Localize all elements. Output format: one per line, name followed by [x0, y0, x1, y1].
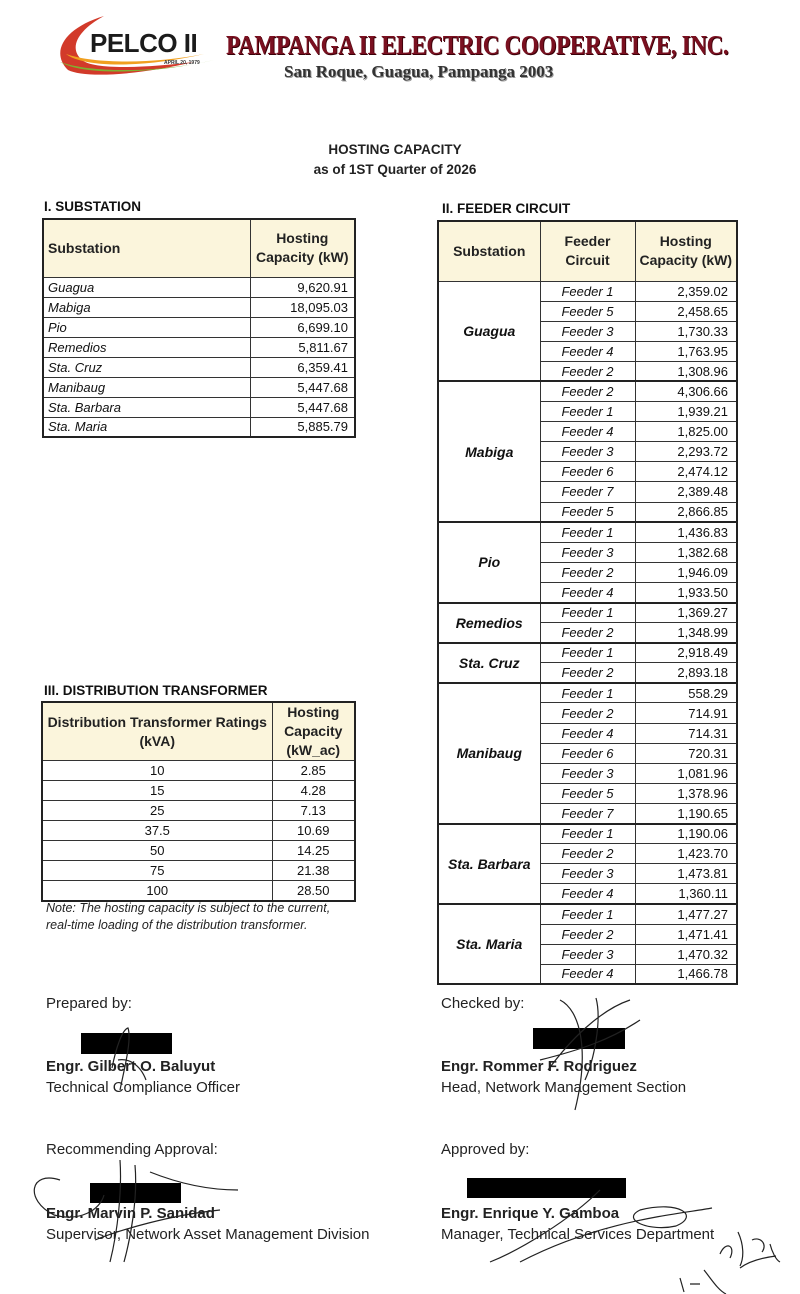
hosting-capacity-cell: 2,458.65 [635, 301, 737, 321]
substation-name-cell: Guagua [43, 277, 250, 297]
substation-name-cell: Guagua [438, 281, 540, 381]
hosting-capacity-cell: 1,423.70 [635, 844, 737, 864]
hosting-capacity-cell: 1,933.50 [635, 582, 737, 602]
transformer-note: Note: The hosting capacity is subject to the current, real-time loading of the distribution transformer. [46, 901, 331, 932]
hosting-capacity-cell: 2,359.02 [635, 281, 737, 301]
section-title-substation: I. SUBSTATION [44, 199, 141, 214]
section-title-feeder: II. FEEDER CIRCUIT [442, 201, 571, 216]
hosting-capacity-cell: 10.69 [272, 821, 355, 841]
column-header: Hosting Capacity (kW) [635, 221, 737, 281]
hosting-capacity-cell: 1,730.33 [635, 321, 737, 341]
hosting-capacity-cell: 1,436.83 [635, 522, 737, 542]
hosting-capacity-cell: 1,308.96 [635, 361, 737, 381]
hosting-capacity-cell: 1,471.41 [635, 924, 737, 944]
hosting-capacity-cell: 1,081.96 [635, 763, 737, 783]
transformer-rating-cell: 100 [42, 881, 272, 901]
transformer-rating-cell: 75 [42, 861, 272, 881]
transformer-rating-cell: 15 [42, 781, 272, 801]
feeder-circuit-cell: Feeder 4 [540, 582, 635, 602]
checked-by-position: Head, Network Management Section [441, 1079, 687, 1096]
transformer-rating-cell: 50 [42, 841, 272, 861]
transformer-rating-cell: 37.5 [42, 821, 272, 841]
hosting-capacity-cell: 2,293.72 [635, 442, 737, 462]
feeder-circuit-cell: Feeder 2 [540, 924, 635, 944]
feeder-circuit-cell: Feeder 3 [540, 944, 635, 964]
hosting-capacity-cell: 1,190.65 [635, 803, 737, 823]
document-subtitle: as of 1ST Quarter of 2026 [313, 162, 477, 177]
hosting-capacity-cell: 5,811.67 [250, 337, 355, 357]
transformer-rating-cell: 10 [42, 761, 272, 781]
hosting-capacity-cell: 2.85 [272, 761, 355, 781]
cooperative-name: PAMPANGA II ELECTRIC COOPERATIVE, INC. [226, 30, 729, 60]
prepared-by-name: Engr. Gilbert O. Baluyut [46, 1058, 216, 1075]
approved-by-name: Engr. Enrique Y. Gamboa [441, 1205, 620, 1222]
feeder-circuit-cell: Feeder 1 [540, 683, 635, 703]
hosting-capacity-cell: 1,190.06 [635, 824, 737, 844]
hosting-capacity-cell: 714.91 [635, 703, 737, 723]
hosting-capacity-cell: 5,447.68 [250, 397, 355, 417]
feeder-circuit-cell: Feeder 1 [540, 522, 635, 542]
hosting-capacity-cell: 9,620.91 [250, 277, 355, 297]
hosting-capacity-cell: 1,470.32 [635, 944, 737, 964]
substation-name-cell: Remedios [43, 337, 250, 357]
substation-name-cell: Sta. Cruz [43, 357, 250, 377]
hosting-capacity-cell: 1,939.21 [635, 402, 737, 422]
hosting-capacity-cell: 14.25 [272, 841, 355, 861]
hosting-capacity-cell: 2,389.48 [635, 482, 737, 502]
hosting-capacity-cell: 5,885.79 [250, 417, 355, 437]
transformer-rating-cell: 25 [42, 801, 272, 821]
hosting-capacity-cell: 18,095.03 [250, 297, 355, 317]
feeder-circuit-cell: Feeder 3 [540, 542, 635, 562]
hosting-capacity-cell: 1,825.00 [635, 422, 737, 442]
hosting-capacity-cell: 6,359.41 [250, 357, 355, 377]
feeder-circuit-cell: Feeder 3 [540, 864, 635, 884]
hosting-capacity-cell: 720.31 [635, 743, 737, 763]
substation-name-cell: Sta. Maria [438, 904, 540, 984]
hosting-capacity-cell: 714.31 [635, 723, 737, 743]
hosting-capacity-cell: 21.38 [272, 861, 355, 881]
substation-name-cell: Sta. Cruz [438, 643, 540, 683]
column-header: Substation [43, 219, 250, 277]
feeder-circuit-cell: Feeder 3 [540, 442, 635, 462]
feeder-circuit-cell: Feeder 6 [540, 462, 635, 482]
feeder-circuit-cell: Feeder 4 [540, 964, 635, 984]
feeder-circuit-cell: Feeder 4 [540, 422, 635, 442]
substation-name-cell: Mabiga [438, 381, 540, 522]
feeder-circuit-cell: Feeder 2 [540, 663, 635, 683]
feeder-circuit-cell: Feeder 2 [540, 844, 635, 864]
hosting-capacity-cell: 2,474.12 [635, 462, 737, 482]
hosting-capacity-cell: 1,378.96 [635, 783, 737, 803]
recommending-approval-label: Recommending Approval: [46, 1141, 218, 1158]
prepared-by-position: Technical Compliance Officer [46, 1079, 240, 1096]
hosting-capacity-cell: 1,382.68 [635, 542, 737, 562]
hosting-capacity-cell: 1,763.95 [635, 341, 737, 361]
hosting-capacity-cell: 1,946.09 [635, 562, 737, 582]
feeder-circuit-cell: Feeder 7 [540, 482, 635, 502]
hosting-capacity-cell: 28.50 [272, 881, 355, 901]
hosting-capacity-cell: 6,699.10 [250, 317, 355, 337]
substation-name-cell: Remedios [438, 603, 540, 643]
substation-name-cell: Manibaug [43, 377, 250, 397]
feeder-circuit-cell: Feeder 2 [540, 703, 635, 723]
section-title-transformer: III. DISTRIBUTION TRANSFORMER [44, 683, 268, 698]
prepared-by-label: Prepared by: [46, 995, 132, 1012]
hosting-capacity-cell: 1,477.27 [635, 904, 737, 924]
recommending-approval-position: Supervisor, Network Asset Management Division [46, 1226, 370, 1243]
feeder-circuit-cell: Feeder 3 [540, 763, 635, 783]
hosting-capacity-cell: 558.29 [635, 683, 737, 703]
feeder-circuit-cell: Feeder 3 [540, 321, 635, 341]
column-header: Hosting Capacity (kW) [250, 219, 355, 277]
feeder-circuit-cell: Feeder 1 [540, 643, 635, 663]
column-header: Hosting Capacity (kW_ac) [272, 702, 355, 761]
hosting-capacity-cell: 2,893.18 [635, 663, 737, 683]
feeder-circuit-cell: Feeder 1 [540, 281, 635, 301]
substation-name-cell: Sta. Maria [43, 417, 250, 437]
checked-by-name: Engr. Rommer F. Rodriguez [441, 1058, 637, 1075]
feeder-circuit-cell: Feeder 2 [540, 562, 635, 582]
hosting-capacity-cell: 4.28 [272, 781, 355, 801]
feeder-circuit-cell: Feeder 1 [540, 603, 635, 623]
feeder-circuit-cell: Feeder 5 [540, 301, 635, 321]
feeder-circuit-cell: Feeder 4 [540, 723, 635, 743]
hosting-capacity-cell: 1,360.11 [635, 884, 737, 904]
checked-by-label: Checked by: [441, 995, 525, 1012]
hosting-capacity-cell: 1,369.27 [635, 603, 737, 623]
hosting-capacity-cell: 7.13 [272, 801, 355, 821]
feeder-circuit-cell: Feeder 4 [540, 884, 635, 904]
feeder-circuit-cell: Feeder 4 [540, 341, 635, 361]
substation-name-cell: Sta. Barbara [438, 824, 540, 904]
recommending-approval-name: Engr. Marvin P. Sanidad [46, 1205, 215, 1222]
hosting-capacity-cell: 4,306.66 [635, 381, 737, 401]
feeder-circuit-cell: Feeder 6 [540, 743, 635, 763]
logo-date: APRIL 20, 1979 [164, 60, 200, 66]
substation-name-cell: Manibaug [438, 683, 540, 824]
hosting-capacity-cell: 1,348.99 [635, 623, 737, 643]
approved-by-label: Approved by: [441, 1141, 530, 1158]
feeder-circuit-cell: Feeder 1 [540, 824, 635, 844]
feeder-circuit-cell: Feeder 2 [540, 623, 635, 643]
feeder-circuit-cell: Feeder 1 [540, 904, 635, 924]
column-header: Distribution Transformer Ratings (kVA) [42, 702, 272, 761]
substation-name-cell: Pio [438, 522, 540, 602]
cooperative-address: San Roque, Guagua, Pampanga 2003 [284, 62, 554, 81]
feeder-circuit-cell: Feeder 5 [540, 783, 635, 803]
hosting-capacity-cell: 1,473.81 [635, 864, 737, 884]
substation-name-cell: Pio [43, 317, 250, 337]
hosting-capacity-cell: 5,447.68 [250, 377, 355, 397]
hosting-capacity-cell: 1,466.78 [635, 964, 737, 984]
approved-by-position: Manager, Technical Services Department [441, 1226, 715, 1243]
hosting-capacity-cell: 2,866.85 [635, 502, 737, 522]
hosting-capacity-cell: 2,918.49 [635, 643, 737, 663]
feeder-circuit-cell: Feeder 1 [540, 402, 635, 422]
feeder-circuit-cell: Feeder 5 [540, 502, 635, 522]
document-title: HOSTING CAPACITY [328, 142, 462, 157]
substation-name-cell: Mabiga [43, 297, 250, 317]
column-header: Substation [438, 221, 540, 281]
substation-name-cell: Sta. Barbara [43, 397, 250, 417]
feeder-circuit-cell: Feeder 2 [540, 381, 635, 401]
feeder-circuit-cell: Feeder 2 [540, 361, 635, 381]
column-header: Feeder Circuit [540, 221, 635, 281]
feeder-circuit-cell: Feeder 7 [540, 803, 635, 823]
logo-text: PELCO II [90, 28, 198, 58]
